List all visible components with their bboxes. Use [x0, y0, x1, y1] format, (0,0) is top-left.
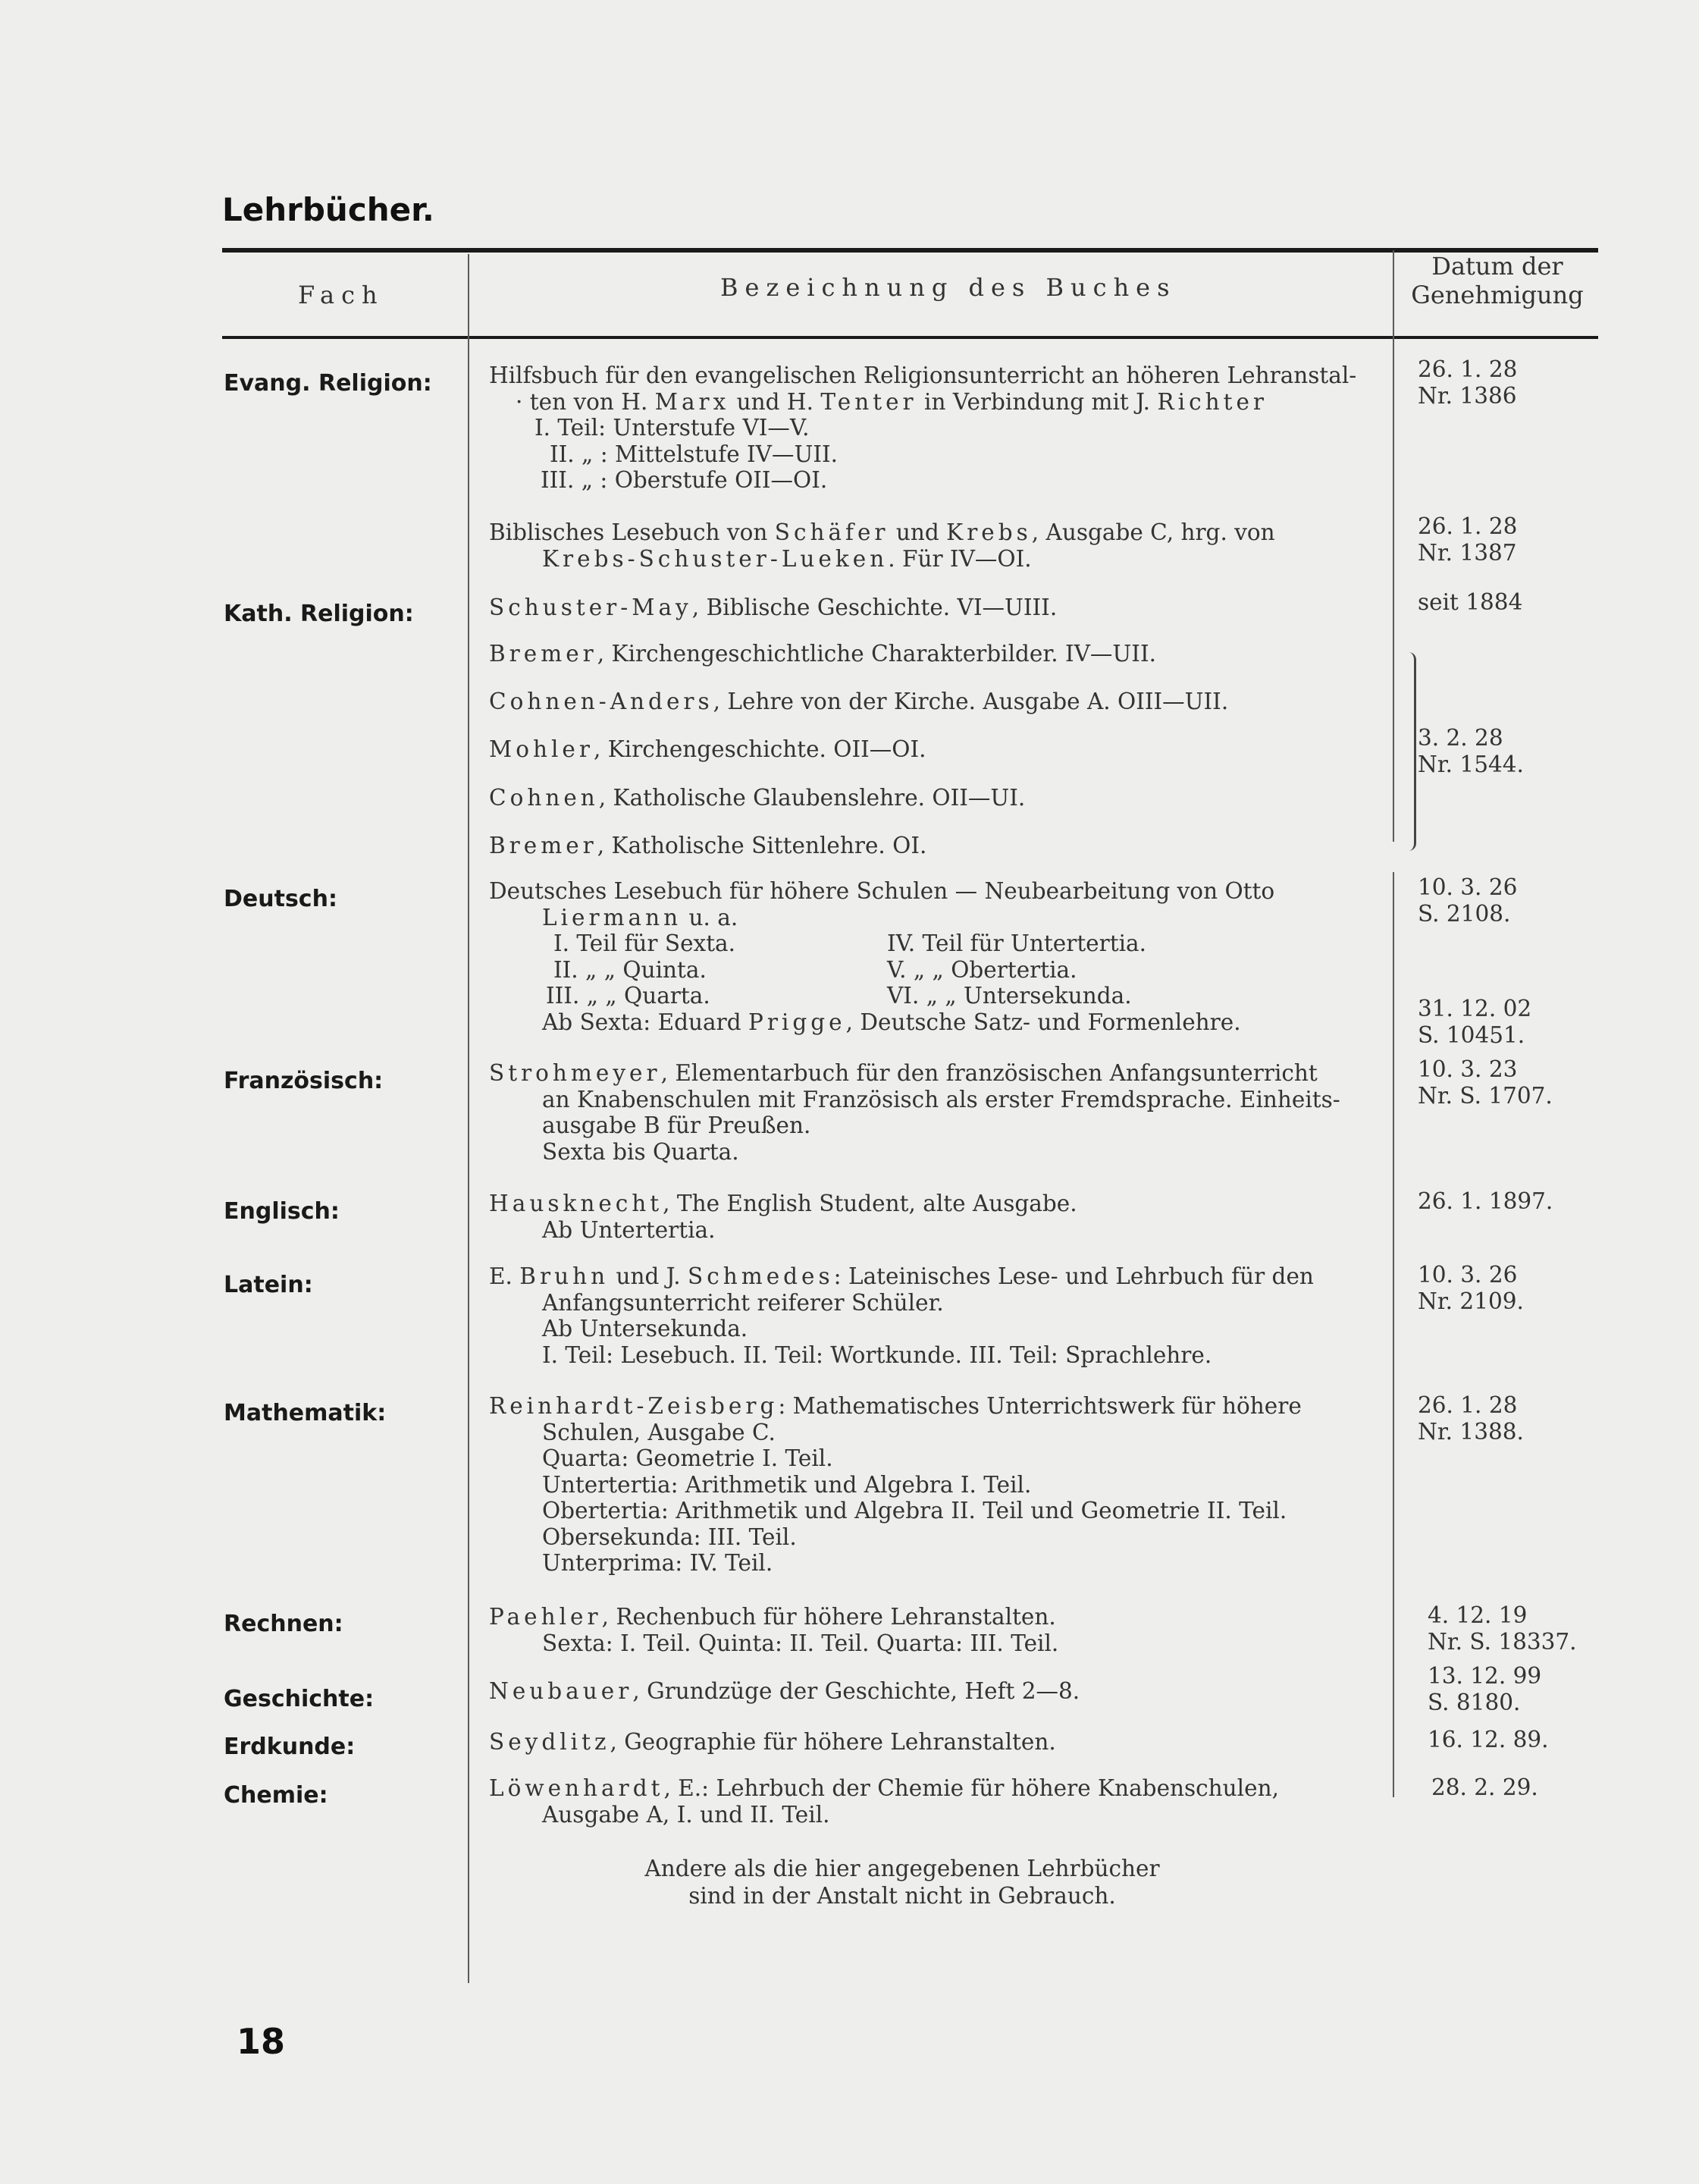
- book-kath-3: Cohnen-Anders, Lehre von der Kirche. Ausgabe A. OIII—UII.: [489, 689, 1229, 714]
- page-title: Lehrbücher.: [222, 191, 434, 228]
- book-franz: Strohmeyer, Elementarbuch für den französischen Anfangsunterricht an Knabenschulen mit Französisch als erster Fremdsprache. Einheits- ausgabe B für Preußen. Sexta bis Quarta.: [489, 1060, 1340, 1165]
- book-kath-2: Bremer, Kirchengeschichtliche Charakterbilder. IV—UII.: [489, 641, 1156, 667]
- book-evang-1: Hilfsbuch für den evangelischen Religionsunterricht an höheren Lehranstal- · ten von H. Marx und H. Tenter in Verbindung mit J. Richter I. Teil: Unterstufe VI—V. II. „ : Mittelstufe IV—UII. III. „ : Oberstufe OII—OI.: [489, 362, 1357, 493]
- date-evang-1: 26. 1. 28 Nr. 1386: [1418, 356, 1518, 409]
- header-datum: [1406, 252, 1588, 309]
- book-mathe: Reinhardt-Zeisberg: Mathematisches Unterrichtswerk für höhere Schulen, Ausgabe C. Quarta: Geometrie I. Teil. Untertertia: Arithmetik und Algebra I. Teil. Obertertia: Arithmetik und Algebra II. Teil und Geometrie II. Teil. Obersekunda: III. Teil. Unterprima: IV. Teil.: [489, 1393, 1302, 1576]
- subject-franz: Französisch:: [224, 1068, 384, 1094]
- subject-rechnen: Rechnen:: [224, 1611, 343, 1637]
- subject-mathe: Mathematik:: [224, 1400, 387, 1426]
- subject-gesch: Geschichte:: [224, 1686, 375, 1712]
- book-rechnen: Paehler, Rechenbuch für höhere Lehranstalten. Sexta: I. Teil. Quinta: II. Teil. Quarta: III. Teil.: [489, 1604, 1059, 1656]
- book-kath-4: Mohler, Kirchengeschichte. OII—OI.: [489, 736, 926, 762]
- subject-engl: Englisch:: [224, 1198, 340, 1225]
- subject-chemie: Chemie:: [224, 1782, 328, 1809]
- subject-latein: Latein:: [224, 1272, 313, 1298]
- subject-deutsch: Deutsch:: [224, 886, 337, 912]
- date-deutsch-1: 10. 3. 26 S. 2108.: [1418, 874, 1518, 927]
- header-datum-line1: Datum der: [1431, 252, 1563, 281]
- subject-kath: Kath. Religion:: [224, 601, 414, 627]
- column-divider-2-upper: [1393, 250, 1394, 842]
- book-gesch: Neubauer, Grundzüge der Geschichte, Heft 2—8.: [489, 1678, 1080, 1704]
- column-divider-1: [468, 254, 469, 1983]
- table-header-rule: [222, 336, 1598, 339]
- date-franz: 10. 3. 23 Nr. S. 1707.: [1418, 1056, 1553, 1109]
- date-deutsch-2: 31. 12. 02 S. 10451.: [1418, 996, 1532, 1048]
- table-top-rule: [222, 248, 1598, 253]
- date-chemie: 28. 2. 29.: [1431, 1774, 1538, 1800]
- header-fach: Fach: [298, 281, 384, 309]
- date-erdk: 16. 12. 89.: [1428, 1727, 1549, 1753]
- date-gesch: 13. 12. 99 S. 8180.: [1428, 1663, 1542, 1715]
- date-kath-1: seit 1884: [1418, 589, 1523, 615]
- header-datum-line2: Genehmigung: [1411, 281, 1584, 309]
- book-kath-1: Schuster-May, Biblische Geschichte. VI—UIII.: [489, 595, 1058, 620]
- header-bezeichnung: Bezeichnung des Buches: [720, 273, 1177, 302]
- book-erdk: Seydlitz, Geographie für höhere Lehranstalten.: [489, 1729, 1056, 1755]
- book-engl: Hausknecht, The English Student, alte Ausgabe. Ab Untertertia.: [489, 1191, 1077, 1243]
- date-kath-group: 3. 2. 28 Nr. 1544.: [1418, 725, 1524, 777]
- subject-evang: Evang. Religion:: [224, 370, 432, 397]
- date-rechnen: 4. 12. 19 Nr. S. 18337.: [1428, 1602, 1577, 1655]
- book-kath-5: Cohnen, Katholische Glaubenslehre. OII—UI.: [489, 785, 1026, 811]
- book-deutsch: Deutsches Lesebuch für höhere Schulen — Neubearbeitung von Otto Liermann u. a. I. Teil für Sexta. IV. Teil für Untertertia. II. „ „ Quinta. V. „ „ Obertertia. III. „ „ Quarta. VI. „ „ Untersekunda. Ab Sexta: Eduard Prigge, Deutsche Satz- und Formenlehre.: [489, 878, 1275, 1035]
- date-mathe: 26. 1. 28 Nr. 1388.: [1418, 1392, 1524, 1445]
- brace-bracket: [1403, 652, 1416, 851]
- book-evang-2: Biblisches Lesebuch von Schäfer und Krebs, Ausgabe C, hrg. von Krebs-Schuster-Lueken. Für IV—OI.: [489, 519, 1275, 572]
- book-kath-6: Bremer, Katholische Sittenlehre. OI.: [489, 833, 927, 858]
- subject-erdk: Erdkunde:: [224, 1734, 356, 1760]
- closing-note: Andere als die hier angegebenen Lehrbücher sind in der Anstalt nicht in Gebrauch.: [644, 1856, 1160, 1909]
- date-evang-2: 26. 1. 28 Nr. 1387: [1418, 513, 1518, 566]
- book-chemie: Löwenhardt, E.: Lehrbuch der Chemie für höhere Knabenschulen, Ausgabe A, I. und II. Teil.: [489, 1775, 1279, 1828]
- date-engl: 26. 1. 1897.: [1418, 1188, 1553, 1214]
- date-latein: 10. 3. 26 Nr. 2109.: [1418, 1262, 1524, 1314]
- column-divider-2-lower: [1393, 872, 1394, 1797]
- book-latein: E. Bruhn und J. Schmedes: Lateinisches Lese- und Lehrbuch für den Anfangsunterricht reiferer Schüler. Ab Untersekunda. I. Teil: Lesebuch. II. Teil: Wortkunde. III. Teil: Sprachlehre.: [489, 1263, 1314, 1368]
- page-number: 18: [237, 2021, 286, 2062]
